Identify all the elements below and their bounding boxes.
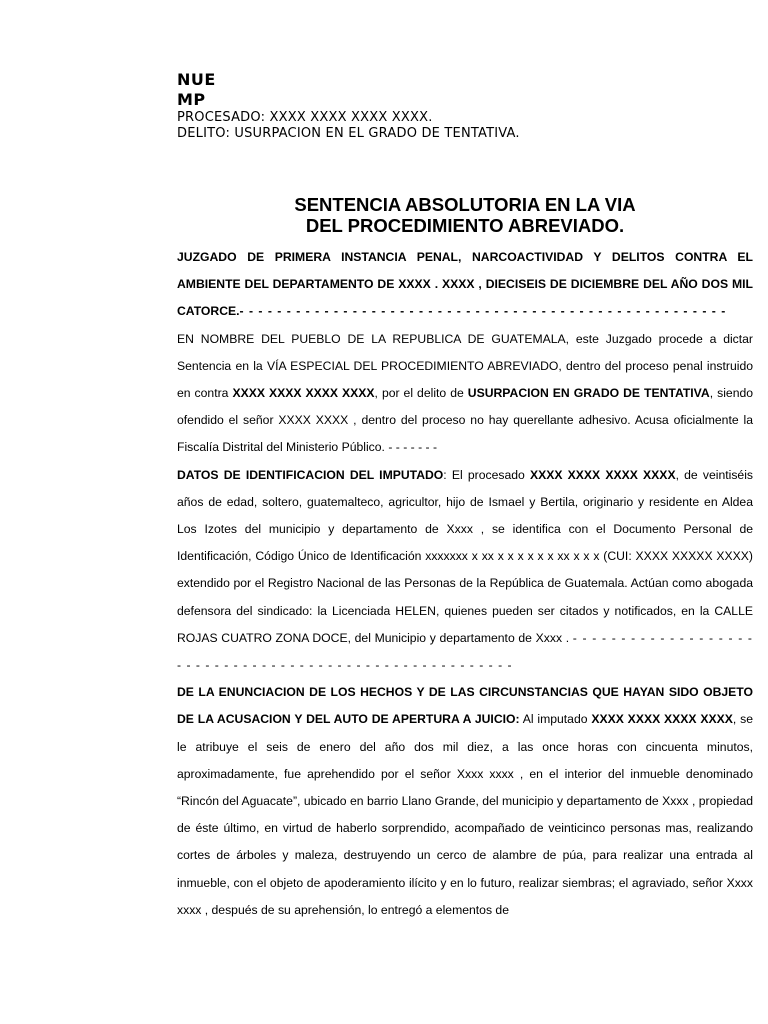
facts-text-1: Al imputado	[519, 712, 592, 727]
court-dashes: - - - - - - - - - - - - - - - - - - - - - - - - - - - - - - - - - - - - - - - - - - - - - - - - - - - -	[239, 304, 727, 319]
header-procesado: PROCESADO: XXXX XXXX XXXX XXXX.	[177, 110, 433, 125]
identification-paragraph	[177, 462, 753, 680]
identification-text-1: : El procesado	[443, 467, 530, 482]
document-title	[177, 194, 753, 236]
sentence-paragraph	[177, 326, 753, 462]
court-paragraph	[177, 244, 753, 326]
identification-text-2: , de veintiséis años de edad, soltero, guatemalteco, agricultor, hijo de Ismael y Bertila, originario y residente en Aldea Los Izotes del municipio y departamento de Xxxx , se identifica con el Documento Personal de Identificación, Código Único de Identificación xxxxxxx x xx x x x x x x xx x x x (CUI: XXXX XXXXX XXXX) extendido por el Registro Nacional de las Personas de la República de Guatemala. Actúan como abogada defensora del sindicado: la Licenciada HELEN, quienes pueden ser citados y notificados, en la CALLE ROJAS CUATRO ZONA DOCE, del Municipio y departamento de Xxxx .	[177, 467, 754, 645]
identification-accused: XXXX XXXX XXXX XXXX	[529, 467, 676, 482]
sentence-text-1: EN NOMBRE DEL PUEBLO DE LA REPUBLICA DE GUATEMALA, este Juzgado procede a dictar Sentencia en la VÍA ESPECIAL DEL PROCEDIMIENTO ABREVIADO, dentro del proceso penal instruido en contra	[177, 331, 753, 401]
sentence-text-3: , siendo ofendido el señor XXXX XXXX , dentro del proceso no hay querellante adhesivo. Acusa oficialmente la Fiscalía Distrital del Ministerio Público. - - - - - - -	[177, 386, 754, 455]
case-header	[177, 70, 520, 142]
sentence-text-2: , por el delito de	[374, 386, 468, 401]
header-nue: NUE	[177, 70, 216, 89]
facts-heading: DE LA ENUNCIACION DE LOS HECHOS Y DE LAS CIRCUNSTANCIAS QUE HAYAN SIDO OBJETO DE LA ACUSACION Y DEL AUTO DE APERTURA A JUICIO:	[177, 685, 753, 727]
sentence-accused: XXXX XXXX XXXX XXXX	[232, 386, 375, 401]
title-line-2: DEL PROCEDIMIENTO ABREVIADO.	[305, 215, 625, 236]
sentence-crime: USURPACION EN GRADO DE TENTATIVA	[467, 386, 710, 401]
header-delito: DELITO: USURPACION EN EL GRADO DE TENTATIVA.	[177, 126, 520, 141]
document-body	[177, 244, 753, 924]
identification-heading: DATOS DE IDENTIFICACION DEL IMPUTADO	[177, 467, 444, 482]
facts-text-2: , se le atribuye el seis de enero del año dos mil diez, a las once horas con cincuenta minutos, aproximadamente, fue aprehendido por el señor Xxxx xxxx , en el interior del inmueble denominado “Rincón del Aguacate”, ubicado en barrio Llano Grande, del municipio y departamento de Xxxx , propiedad de éste último, en virtud de haberlo sorprendido, acompañado de veinticinco personas mas, realizando cortes de árboles y maleza, destruyendo un cerco de alambre de púa, para realizar una entrada al inmueble, con el objeto de apoderamiento ilícito y en lo futuro, realizar siembras; el agraviado, señor Xxxx xxxx , después de su aprehensión, lo entregó a elementos de	[177, 712, 753, 917]
title-line-1: SENTENCIA ABSOLUTORIA EN LA VIA	[294, 194, 636, 215]
facts-accused: XXXX XXXX XXXX XXXX	[591, 712, 733, 727]
facts-paragraph	[177, 679, 753, 924]
court-text: JUZGADO DE PRIMERA INSTANCIA PENAL, NARCOACTIVIDAD Y DELITOS CONTRA EL AMBIENTE DEL DEPARTAMENTO DE XXXX . XXXX , DIECISEIS DE DICIEMBRE DEL AÑO DOS MIL CATORCE.	[177, 250, 753, 319]
identification-dashes: - - - - - - - - - - - - - - - - - - - - - - - - - - - - - - - - - - - - - - - - - - - - - - - - - - - - - - -	[177, 630, 753, 673]
header-mp: MP	[177, 90, 206, 109]
